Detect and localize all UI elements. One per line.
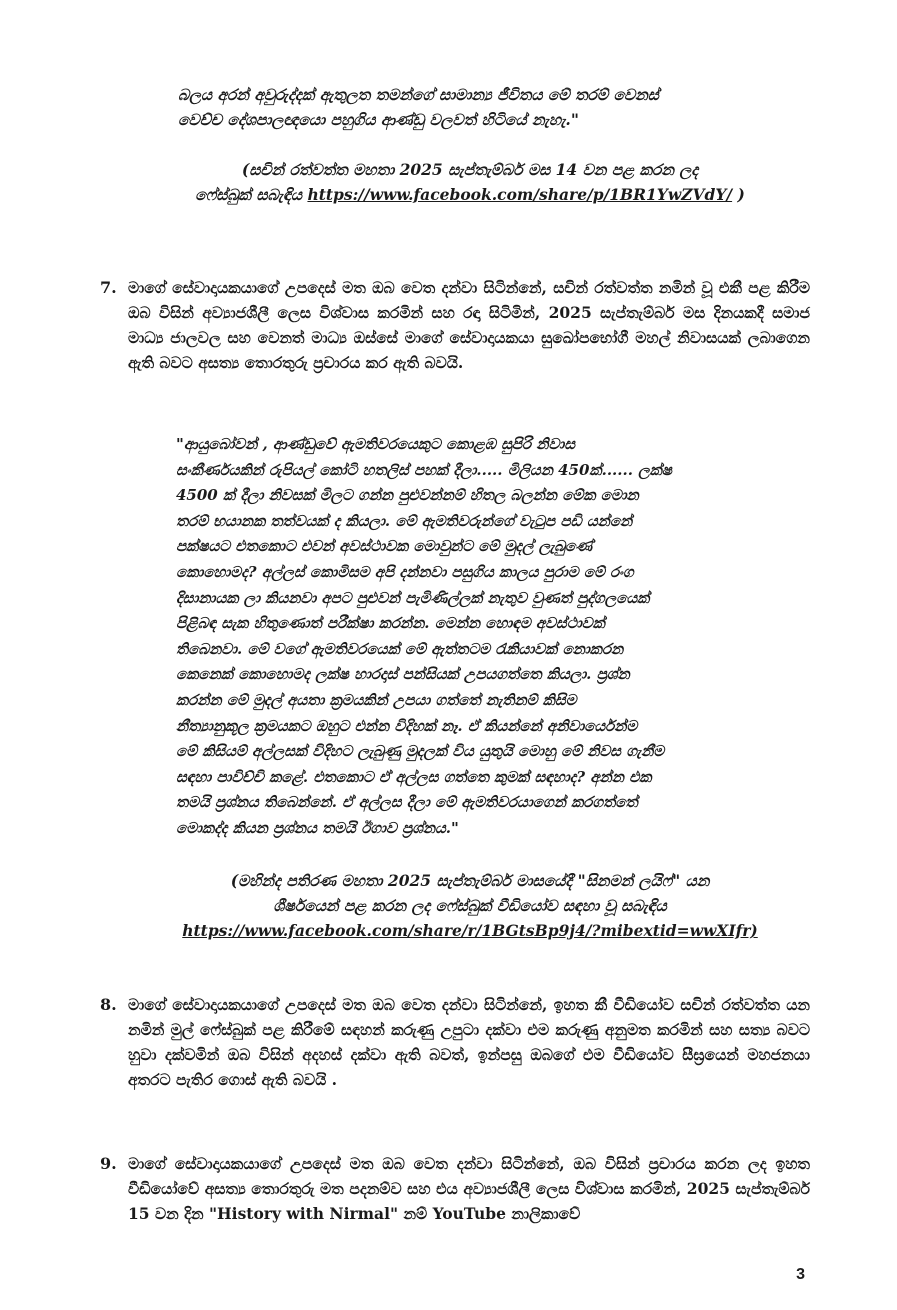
quote-line: සඳහා පාවිච්චි කළේ. එතකොට ඒ අල්ලස ගත්තෙ කුමක් සඳහාද? අන්න එක <box>176 767 652 786</box>
quote-line: පිළිබඳ සැක හිතුණොත් පරීක්ෂා කරන්න. මෙන්න හොඳම අවස්ථාවක් <box>176 614 605 633</box>
page-number: 3 <box>796 1266 805 1283</box>
quote-line: තිබෙනවා. මේ වගේ ඇමතිවරයෙක් මේ ඇත්තටම රැකියාවක් නොකරන <box>176 639 624 658</box>
citation-1 <box>120 157 820 207</box>
quote-line: පක්ෂයට එතකොට එවන් අවස්ථාවක මොවුන්ට මේ මුදල් ලැබුණේ <box>176 537 593 556</box>
quote-line: කෙනෙක් කොහොමද ලක්ෂ හාරදාස් පන්සියක් උපයගත්තෙ කියලා. ප්‍රශ්න <box>176 665 630 684</box>
citation-label: ෆේස්බුක් සබැඳිය <box>195 185 303 204</box>
quote-line: "ආයුබෝවන් , ආණ්ඩුවේ ඇමතිවරයෙකුට කොළඹ සුපිරි නිවාස <box>176 435 575 453</box>
paragraph-text: මාගේ සේවාදායකයාගේ උපදෙස් මත ඔබ වෙත දන්වා සිටින්නේ, ඔබ විසින් ප්‍රචාරය කරන ලද ඉහත වීඩියෝවේ අසත්‍ය තොරතුරු මත පදනම්ව සහ එය අව්‍යාජශීලී ලෙස විශ්වාස කරමින්, 2025 සැප්තැම්බර් 15 වන දින "History with Nirmal" නම් YouTube නාලිකාවේ <box>128 1154 810 1223</box>
citation-line: (සචින් රත්වත්ත මහතා 2025 සැප්තැම්බර් මස 14 වන පළ කරන ලද <box>241 160 699 179</box>
paragraph-9 <box>100 1151 810 1226</box>
paragraph-7 <box>100 275 810 375</box>
citation-line: ශීර්ෂයෙන් පළ කරන ලද ෆේස්බුක් වීඩියෝව සඳහා වූ සබැඳිය <box>273 896 667 915</box>
citation-line <box>120 182 820 207</box>
citation-close: ) <box>732 185 745 204</box>
quote-line: වෙච්ච දේශපාලඥයො පහුගිය ආණ්ඩු වලවත් හිටියේ නැහැ." <box>178 110 579 129</box>
paragraph-number: 9. <box>100 1154 117 1173</box>
facebook-link-1[interactable]: https://www.facebook.com/share/p/1BR1YwZVdY/ <box>307 185 733 204</box>
quote-line: කොහොමද? අල්ලස් කොමිසම අපි දන්නවා පසුගිය කාලය පුරාම මේ රංග <box>176 562 634 581</box>
quote-line: මේ කිසියම් අල්ලසක් විදිහට ලැබුණු මුදලක් විය යුතුයි මොහු මේ නිවස ගැනීම <box>176 742 665 761</box>
quote-line: මොකද්ද කියන ප්‍රශ්නය තමයි ඊගාව ප්‍රශ්නය." <box>176 818 459 837</box>
quote-line: කරන්න මේ මුදල් අයතා ක්‍රමයකින් උපයා ගත්තේ නැතිනම් කිසිම <box>176 690 577 709</box>
quote-continuation <box>178 82 798 132</box>
paragraph-8 <box>100 992 810 1092</box>
paragraph-number: 8. <box>100 995 117 1014</box>
citation-2 <box>130 868 810 943</box>
paragraph-text: මාගේ සේවාදායකයාගේ උපදෙස් මත ඔබ වෙත දන්වා සිටින්නේ, සචින් රත්වත්ත නමින් වූ එකී පළ කිරීම ඔබ විසින් අව්‍යාජශීලී ලෙස විශ්වාස කරමින් සහ රඳා සිටිමින්, 2025 සැප්තැම්බර් මස දිනයකදී සමාජ මාධ්‍ය ජාලවල සහ වෙනත් මාධ්‍ය ඔස්සේ මාගේ සේවාදායකයා සුඛෝපභෝගී මහල් නිවාසයක් ලබාගෙන ඇති බවට අසත්‍ය තොරතුරු ප්‍රචාරය කර ඇති බවයි. <box>128 278 810 372</box>
quote-line: දිසානායක ලා කියනවා අපට පුළුවන් පැමිණිල්ලක් නැතුව වුණත් පුද්ගලයෙක් <box>176 588 650 607</box>
citation-line: (මහින්ද පතිරණ මහතා 2025 සැප්තැම්බර් මාසයේදී "සිනමන් ලයිෆ්" යන <box>230 871 710 890</box>
quote-line: සංකීර්ණයකින් රුපියල් කෝටි හතලිස් පහක් දීලා..... මිලියන 450ක්...... ලක්ෂ <box>176 460 672 479</box>
quote-line: බලය අරන් අවුරුද්දක් ඇතුලත තමන්ගේ සාමාන්‍ය ජීවිතය මේ තරම් වෙනස් <box>178 85 659 104</box>
paragraph-number: 7. <box>100 278 117 297</box>
quote-line: තමයි ප්‍රශ්නය තිබෙන්නේ. ඒ අල්ලස දීලා මේ ඇමතිවරයාගෙන් කරගත්තේ <box>176 793 638 812</box>
quote-block-2 <box>176 432 756 842</box>
facebook-link-2[interactable]: https://www.facebook.com/share/r/1BGtsBp9j4/?mibextid=wwXIfr) <box>182 921 758 940</box>
quote-line: නීත්‍යානුකූල ක්‍රමයකට ඔහුට එන්න විදිහක් නෑ. ඒ කියන්නේ අනිවාර්යෙන්ම <box>176 716 638 735</box>
quote-line: 4500 ක් දීලා නිවසක් මිලට ගන්න පුළුවන්නම් හිතල බලන්න මේක මොන <box>176 486 639 505</box>
quote-line: තරම් භයානක තත්වයක් ද කියලා. මේ ඇමතිවරුන්ගේ වැටුප පඩි යන්නේ <box>176 511 633 530</box>
paragraph-text: මාගේ සේවාදායකයාගේ උපදෙස් මත ඔබ වෙත දන්වා සිටින්නේ, ඉහත කී වීඩියෝව සචින් රත්වත්ත යන නමින් මුල් ෆේස්බුක් පළ කිරීමේ සඳහන් කරුණු උපුටා දක්වා එම කරුණු අනුමත කරමින් සහ සත්‍ය බවට හුවා දක්වමින් ඔබ විසින් අදහස් දක්වා ඇති බවත්, ඉන්පසු ඔබගේ එම වීඩියෝව සීඝ්‍රයෙන් මහජනයා අතරට පැතිර ගොස් ඇති බවයි . <box>128 995 810 1089</box>
